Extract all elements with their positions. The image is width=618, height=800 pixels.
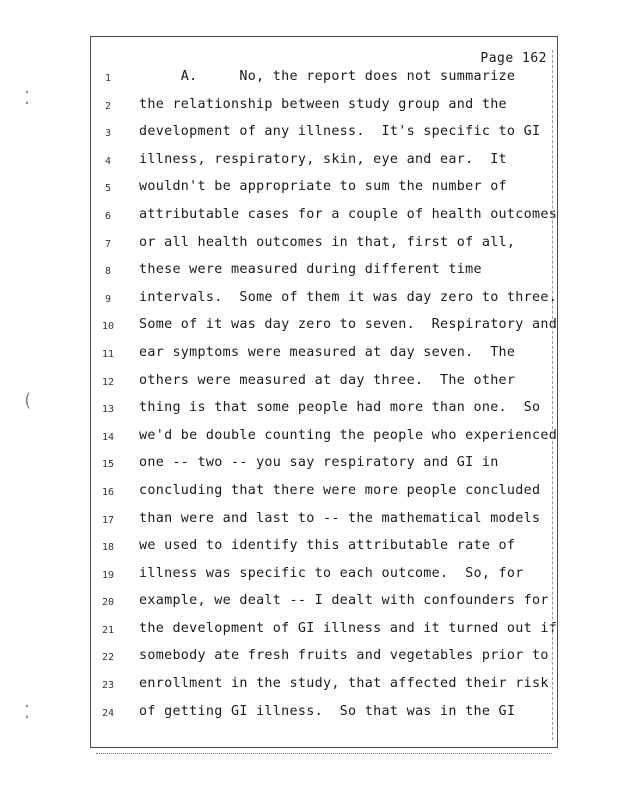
transcript-line [91,398,557,426]
line-number: 24 [101,707,115,719]
transcript-line [91,67,557,95]
transcript-line [91,536,557,564]
line-text: attributable cases for a couple of health outcomes [139,206,558,222]
transcript-line [91,288,557,316]
line-number: 16 [101,486,115,498]
transcript-line [91,343,557,371]
line-text: one -- two -- you say respiratory and GI in [139,455,499,471]
line-number: 21 [101,624,115,636]
transcript-line [91,95,557,123]
line-text: ear symptoms were measured at day seven. The [139,344,516,360]
line-number: 6 [104,210,112,222]
line-number: 1 [104,73,112,84]
transcript-line [91,481,557,509]
line-number: 14 [101,431,115,443]
transcript-line [91,564,557,592]
transcript-line [91,205,557,233]
line-text: these were measured during different time [139,262,482,278]
line-number: 2 [104,100,112,112]
line-text: we'd be double counting the people who experienced [139,427,558,443]
line-number: 23 [101,680,115,692]
line-number: 8 [104,266,112,278]
line-text: intervals. Some of them it was day zero to three. [139,289,558,305]
line-number: 22 [101,652,115,664]
line-text: of getting GI illness. So that was in the GI [139,703,516,719]
line-text: or all health outcomes in that, first of all, [139,234,516,250]
transcript-line [91,591,557,619]
line-text: concluding that there were more people concluded [139,482,541,498]
transcript-line [91,315,557,343]
transcript-line [91,426,557,454]
transcript-line [91,122,557,150]
line-number: 12 [101,376,115,388]
line-text: illness, respiratory, skin, eye and ear. It [139,151,507,167]
line-text: illness was specific to each outcome. So, for [139,565,524,581]
margin-mark-top: ⁚ [24,88,30,109]
line-number: 11 [101,348,115,360]
transcript-page [90,36,558,748]
transcript-line [91,371,557,399]
line-number: 13 [101,404,115,416]
transcript-line [91,509,557,537]
margin-mark-bottom: ⁚ [24,702,30,723]
line-text: example, we dealt -- I dealt with confounders for [139,593,549,609]
line-number: 18 [101,542,115,554]
line-number: 19 [101,569,115,581]
line-number: 4 [104,155,112,167]
line-text: the development of GI illness and it turned out if [139,620,558,636]
line-number: 15 [101,459,115,471]
line-number: 20 [101,597,115,609]
footer-rule [96,753,552,754]
line-number: 17 [101,514,115,526]
line-text: A. No, the report does not summarize [139,69,516,84]
line-text: than were and last to -- the mathematical models [139,510,541,526]
line-number: 9 [104,293,112,305]
line-text: somebody ate fresh fruits and vegetables prior to [139,648,549,664]
line-text: thing is that some people had more than one. So [139,400,541,416]
transcript-line [91,453,557,481]
line-text: enrollment in the study, that affected their risk [139,676,549,692]
line-number: 7 [104,238,112,250]
transcript-line [91,646,557,674]
margin-mark-middle: ( [22,390,33,411]
transcript-line [91,233,557,261]
transcript-line [91,619,557,647]
line-text: development of any illness. It's specific to GI [139,124,541,140]
transcript-line [91,150,557,178]
right-margin-rule [552,50,553,740]
transcript-line [91,260,557,288]
line-number: 5 [104,183,112,195]
line-number: 3 [104,128,112,140]
line-text: others were measured at day three. The other [139,372,516,388]
transcript-line [91,177,557,205]
line-text: the relationship between study group and the [139,96,507,112]
line-number: 10 [101,321,115,333]
transcript-lines [91,67,557,729]
line-text: wouldn't be appropriate to sum the number of [139,179,507,195]
line-text: we used to identify this attributable rate of [139,538,516,554]
transcript-line [91,674,557,702]
line-text: Some of it was day zero to seven. Respiratory and [139,317,558,333]
transcript-line [91,702,557,730]
page-number: Page 162 [480,51,547,66]
